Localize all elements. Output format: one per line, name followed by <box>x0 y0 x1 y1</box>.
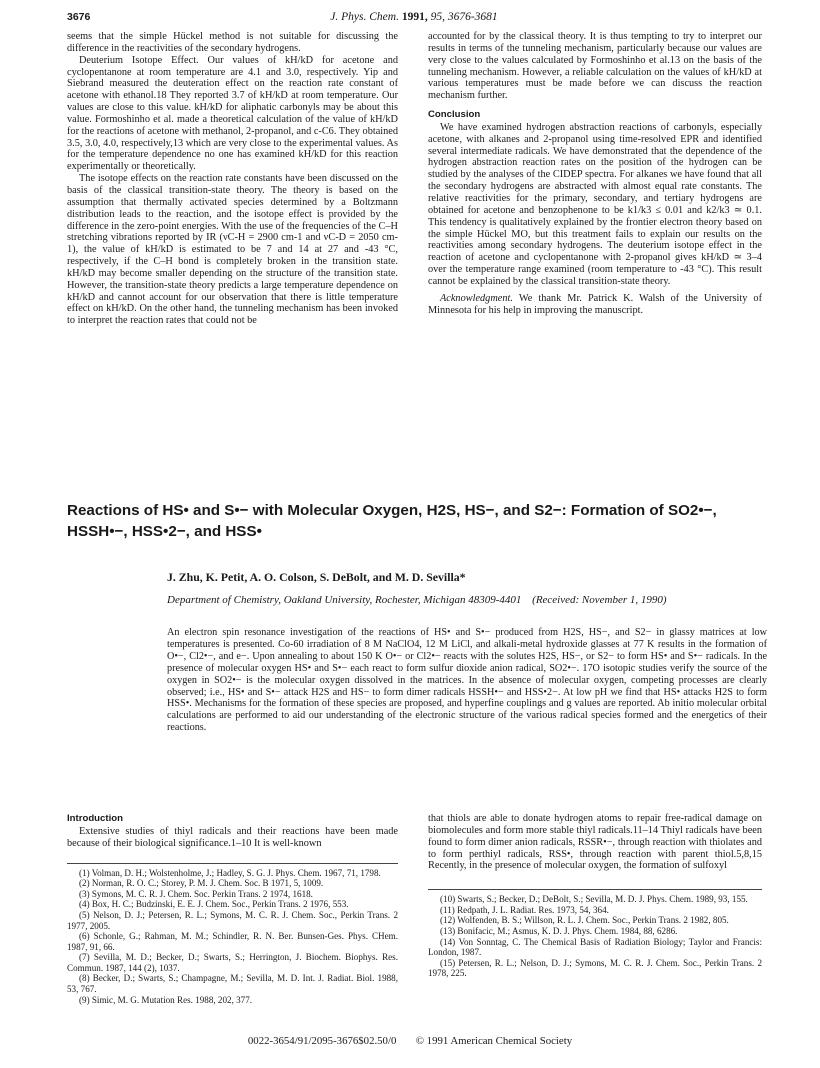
journal-citation <box>67 11 761 23</box>
journal-name: J. Phys. Chem. <box>330 11 399 23</box>
introduction-right-column <box>428 813 762 979</box>
reference: (13) Bonifacic, M.; Asmus, K. D. J. Phys. Chem. 1984, 88, 6286. <box>440 926 678 936</box>
journal-year: 1991, <box>401 11 428 23</box>
acknowledgment-label: Acknowledgment. <box>440 292 513 304</box>
page-footer <box>0 1035 820 1047</box>
affiliation-text: Department of Chemistry, Oakland University, Rochester, Michigan 48309-4401 <box>167 594 522 606</box>
reference: (2) Norman, R. O. C.; Storey, P. M. J. Chem. Soc. B 1971, 5, 1009. <box>79 878 324 889</box>
reference: (11) Redpath, J. L. Radiat. Res. 1973, 54, 364. <box>440 904 609 915</box>
reference: (7) Sevilla, M. D.; Becker, D.; Swarts, S.; Herrington, J. Biochem. Biophys. Res. Commun. 1987, 144 (2), 1037. <box>67 952 398 973</box>
abstract: An electron spin resonance investigation of the reactions of HS• and S•− produced from H2S, HS−, and S2− in glassy matrices at low temperatures is presented. Co-60 irradiation of 8 M NaClO4, 12 M LiCl, and alkali-metal hydroxide glasses at 77 K results in the formation of O•−, Cl2•−, and e−. Upon annealing to about 150 K O•− or Cl2•− reacts with the solutes H2S, HS−, or S2− to form HS• and S•− radicals. In the presence of molecular oxygen HS• and S•− each react to form sulfur dioxide anion radical, SO2•−. 17O isotopic studies verify the source of the oxygen in SO2•− is the molecular oxygen dissolved in the matrices. In the absence of molecular oxygen, competing processes are clearly observed; i.e., HS• and S•− attack H2S and HS− to form dimer radicals HSSH•− and HSS•2−. At low pH we find that HS• attacks H2S to form HSS•. Mechanisms for the formation of these species are proposed, and hyperfine couplings and g values are reported. Ab initio molecular orbital calculations are performed to aid our understanding of the electronic structure of the various radical species formed and the energetics of their reactions. <box>167 627 767 734</box>
reference: (6) Schonle, G.; Rahman, M. M.; Schindler, R. N. Ber. Bunsen-Ges. Phys. CHem. 1987, 91, 66. <box>67 931 398 952</box>
journal-volume-pages: 95, 3676-3681 <box>430 11 498 23</box>
introduction-left-column <box>67 813 398 1005</box>
conclusion-text: We have examined hydrogen abstraction reactions of carbonyls, especially acetone, with alkanes and 2-propanol using time-resolved EPR and identified several intermediate radicals. We have demonstrated that the dependence of the hydrogen abstraction reaction rates on the position of the hydrogen can be studied by the analyses of the CIDEP spectra. For alkanes we have found that all the secondary hydrogens are abstracted with almost equal rate constants. The relative reactivities for the primary, secondary, and tertiary hydrogens are obtained for acetone and benzophenone to be k1/k3 ≤ 0.01 and k2/k3 ≃ 0.1. This tendency is qualitatively explained by the frontier electron theory based on the simple Hückel MO, but this treatment fails to explain our results on the reactivities among secondary hydrogens. The deuterium isotope effect in the reaction of acetone and cyclopentanone with 2-propanol gives kH/kD ≃ 3–4 over the temperature range examined (room temperature to -43 °C). This result cannot be explained by the classical transition-state theory. <box>428 121 762 287</box>
acknowledgment <box>428 293 762 317</box>
reference: (4) Box, H. C.; Budzinski, E. E. J. Chem. Soc., Perkin Trans. 2 1976, 553. <box>79 899 349 910</box>
reference: (9) Simic, M. G. Mutation Res. 1988, 202, 377. <box>79 994 253 1005</box>
affiliation <box>167 594 777 606</box>
previous-article-left-column <box>67 31 398 327</box>
title-line-2: HSSH•−, HSS•2−, and HSS• <box>67 523 262 540</box>
references-right <box>428 894 762 979</box>
reference: (12) Wolfenden, B. S.; Willson, R. L. J. Chem. Soc., Perkin Trans. 2 1982, 805. <box>440 915 729 926</box>
references-left <box>67 868 398 1006</box>
paragraph-isotope-effects: The isotope effects on the reaction rate constants have been discussed on the basis of the classical transition-state theory. The theory is based on the assumption that thermally activated species determined by a Boltzmann distribution leads to the reaction, and the isotope effect is provided by the difference in the zero-point energies. With the use of the frequencies of the C–H stretching vibrations reported by IR (νC-H = 2900 cm-1 and νC-D = 2050 cm-1), the value of kH/kD is estimated to be 7 and 14 at 27 and -43 °C, respectively, if the C–H bond is completely broken in the transition state. kH/kD may become smaller depending on the structure of the transition state. However, the transition-state theory predicts a large temperature dependence on kH/kD and cannot account for our observation that there is little temperature effect on kH/kD. On the other hand, the tunneling mechanism has been invoked to interpret the reaction rates that could not be <box>67 173 398 327</box>
footnote-divider <box>67 863 398 864</box>
reference: (10) Swarts, S.; Becker, D.; DeBolt, S.; Sevilla, M. D. J. Phys. Chem. 1989, 93, 155. <box>440 894 748 905</box>
title-line-1: Reactions of HS• and S•− with Molecular Oxygen, H2S, HS−, and S2−: Formation of SO2•−, <box>67 502 717 519</box>
received-date: (Received: November 1, 1990) <box>532 594 667 606</box>
reference: (8) Becker, D.; Swarts, S.; Champagne, M.; Sevilla, M. D. Int. J. Radiat. Biol. 1988, 53, 767. <box>67 973 398 995</box>
introduction-text: Extensive studies of thiyl radicals and their reactions have been made because of their biological significance.1–10 It is well-known <box>67 825 398 849</box>
conclusion-heading: Conclusion <box>428 109 481 121</box>
copyright: © 1991 American Chemical Society <box>415 1035 573 1047</box>
page-number: 3676 <box>67 11 91 23</box>
reference: (3) Symons, M. C. R. J. Chem. Soc. Perkin Trans. 2 1974, 1618. <box>79 888 313 899</box>
introduction-heading: Introduction <box>67 813 123 824</box>
footnote-divider <box>428 889 762 890</box>
paragraph: accounted for by the classical theory. It is thus tempting to try to interpret our results in terms of the tunneling mechanism, particularly because our values are very close to the values calculated by Formoshinho et al.13 on the basis of the tunneling mechanism. However, a reliable calculation on the values of kH/kD at various temperatures must be made before we can discuss the reaction mechanism further. <box>428 31 762 102</box>
article-title <box>67 500 767 542</box>
reference: (5) Nelson, D. J.; Petersen, R. L.; Symons, M. C. R. J. Chem. Soc., Perkin Trans. 2 1977, 2005. <box>67 909 398 931</box>
reference: (1) Volman, D. H.; Wolstenholme, J.; Hadley, S. G. J. Phys. Chem. 1967, 71, 1798. <box>79 867 381 878</box>
reference: (14) Von Sonntag, C. The Chemical Basis of Radiation Biology; Taylor and Francis: London, 1987. <box>428 936 762 958</box>
article-code: 0022-3654/91/2095-3676$02.50/0 <box>247 1035 397 1047</box>
reference: (15) Petersen, R. L.; Nelson, D. J.; Symons, M. C. R. J. Chem. Soc., Perkin Trans. 2 1978, 225. <box>428 957 762 979</box>
previous-article-right-column <box>428 31 762 316</box>
running-header <box>67 11 761 27</box>
acknowledgment-text: We thank Mr. Patrick K. Walsh of the University of Minnesota for his help in improving the manuscript. <box>428 292 763 316</box>
introduction-text-continued: that thiols are able to donate hydrogen atoms to repair free-radical damage on biomolecules and form more stable thiyl radicals.11–14 Thiyl radicals have been found to form dimer anion radicals, RSSR•−, through reaction with thiolates and to form perthiyl radicals, RSS•, through reaction with parent thiol.5,8,15 Recently, in the presence of molecular oxygen, the formation of sulfoxyl <box>428 813 762 872</box>
paragraph: seems that the simple Hückel method is not suitable for discussing the difference in the reactivities of the secondary hydrogens. <box>67 31 398 54</box>
paragraph-deuterium-isotope: Deuterium Isotope Effect. Our values of kH/kD for acetone and cyclopentanone at room temperature are 4.1 and 3.0, respectively. Yip and Siebrand measured the deuteration effect on the reaction rate constant of acetone with ethanol.18 They reported 3.7 of kH/kD at room temperature. Our values are close to this value. kH/kD for aliphatic carbonyls may be about this value. Formoshinho et al. made a theoretical calculation of the value of kH/kD for the reactions of acetone with methanol, 2-propanol, and c-C6. They obtained 3.5, 3.0, 4.0, respectively,13 which are very close to the experimental values. As for the temperature dependence no one has examined kH/kD for this reaction experimentally or theoretically. <box>67 54 398 173</box>
authors: J. Zhu, K. Petit, A. O. Colson, S. DeBolt, and M. D. Sevilla* <box>167 570 466 584</box>
